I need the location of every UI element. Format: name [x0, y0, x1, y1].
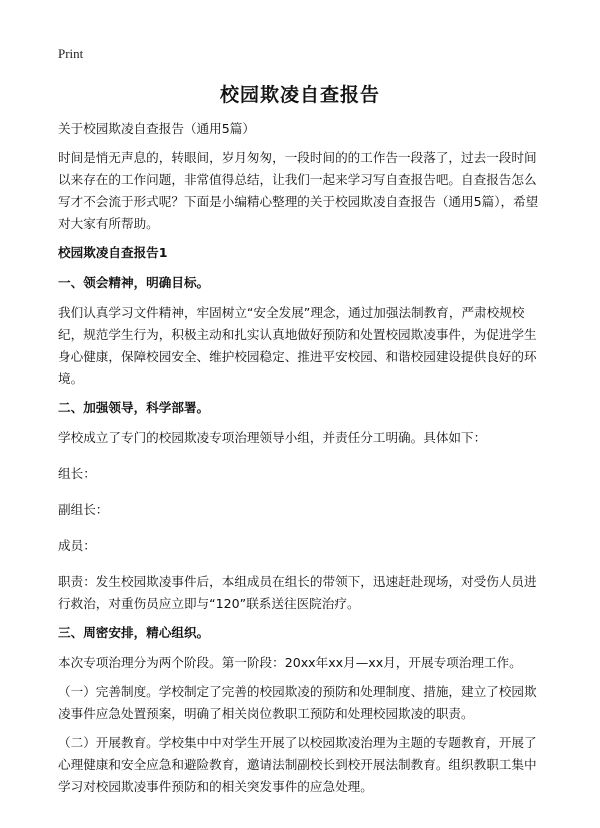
section-1-text: 我们认真学习文件精神，牢固树立“安全发展”理念，通过加强法制教育，严肃校规校纪，规范学生行为，积极主动和扎实认真地做好预防和处置校园欺凌事件，为促进学生身心健康，保障校园安全、维护校园稳定、推进平安校园、和谐校园建设提供良好的环境。 — [58, 305, 537, 386]
section-2-heading: 二、加强领导，科学部署。 — [58, 400, 210, 415]
document-body — [58, 118, 546, 805]
document-subtitle: 关于校园欺凌自查报告（通用5篇） — [58, 121, 255, 136]
page-title: 校园欺凌自查报告 — [219, 84, 380, 106]
section-1-heading: 一、领会精神，明确目标。 — [58, 275, 210, 290]
print-label[interactable]: Print — [58, 46, 84, 61]
intro-paragraph: 时间是悄无声息的，转眼间，岁月匆匆，一段时间的的工作告一段落了，过去一段时间以来存在的工作问题，非常值得总结，让我们一起来学习写自查报告吧。自查报告怎么写才不会流于形式呢？下面是小编精心整理的关于校园欺凌自查报告（通用5篇），希望对大家有所帮助。 — [58, 150, 539, 231]
members-line: 成员： — [58, 538, 96, 553]
section-3-item-2: （二）开展教育。学校集中中对学生开展了以校园欺凌治理为主题的专题教育，开展了心理健康和安全应急和避险教育，邀请法制副校长到校开展法制教育。组织教职工集中学习对校园欺凌事件预防和的相关突发事件的应急处理。 — [58, 735, 537, 794]
section-2-text: 学校成立了专门的校园欺凌专项治理领导小组，并责任分工明确。具体如下： — [58, 430, 487, 445]
report-heading: 校园欺凌自查报告1 — [58, 245, 168, 260]
vice-leader-line: 副组长： — [58, 502, 109, 517]
section-3-item-1: （一）完善制度。学校制定了完善的校园欺凌的预防和处理制度、措施，建立了校园欺凌事件应急处置预案，明确了相关岗位教职工预防和处理校园欺凌的职责。 — [58, 684, 537, 721]
section-3-text: 本次专项治理分为两个阶段。第一阶段：20xx年xx月—xx月，开展专项治理工作。 — [58, 655, 522, 670]
leader-line: 组长： — [58, 466, 96, 481]
duty-paragraph: 职责：发生校园欺凌事件后，本组成员在组长的带领下，迅速赶赴现场，对受伤人员进行救治，对重伤员应立即与“120”联系送往医院治疗。 — [58, 574, 537, 611]
section-3-heading: 三、周密安排，精心组织。 — [58, 625, 210, 640]
